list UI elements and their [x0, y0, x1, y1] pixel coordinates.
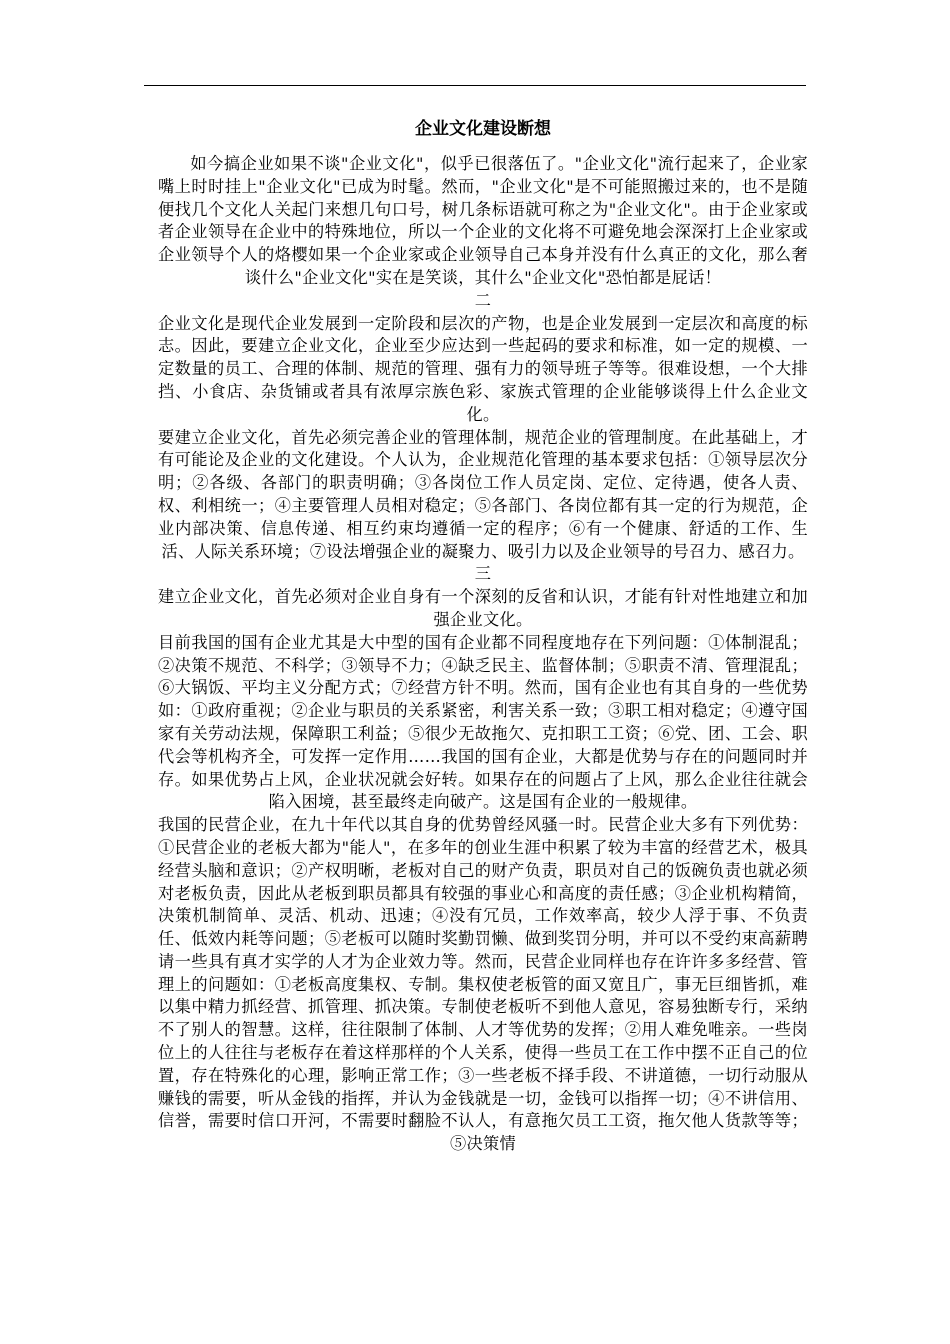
paragraph-6: 我国的民营企业，在九十年代以其自身的优势曾经风骚一时。民营企业大多有下列优势：①民营企业的老板大都为"能人"，在多年的创业生涯中积累了较为丰富的经营艺术，极具经营头脑和意识；②产权明晰，老板对自己的财产负责，职员对自己的饭碗负责也就必须对老板负责，因此从老板到职员都具有较强的事业心和高度的责任感；③企业机构精简，决策机制简单、灵活、机动、迅速；④没有冗员，工作效率高，较少人浮于事、不负责任、低效内耗等问题；⑤老板可以随时奖勤罚懒、做到奖罚分明，并可以不受约束高薪聘请一些具有真才实学的人才为企业效力等。然而，民营企业同样也存在许许多多经营、管理上的问题如：①老板高度集权、专制。集权使老板管的面又宽且广，事无巨细皆抓，难以集中精力抓经营、抓管理、抓决策。专制使老板听不到他人意见，容易独断专行，采纳不了别人的智慧。这样，往往限制了体制、人才等优势的发挥；②用人难免唯亲。一些岗位上的人往往与老板存在着这样那样的个人关系，使得一些员工在工作中摆不正自己的位置，存在特殊化的心理，影响正常工作；③一些老板不择手段、不讲道德，一切行动服从赚钱的需要，听从金钱的指挥，并认为金钱就是一切，金钱可以指挥一切；④不讲信用、信誉，需要时信口开河，不需要时翻脸不认人，有意拖欠员工工资，拖欠他人货款等等；⑤决策情 — [158, 815, 808, 1154]
document-page — [158, 0, 808, 1344]
section-marker-2: 二 — [474, 290, 492, 310]
paragraph-2: 企业文化是现代企业发展到一定阶段和层次的产物，也是企业发展到一定层次和高度的标志。因此，要建立企业文化，企业至少应达到一些起码的要求和标准，如一定的规模、一定数量的员工、合理的体制、规范的管理、强有力的领导班子等等。很难设想，一个大排挡、小食店、杂货铺或者具有浓厚宗族色彩、家族式管理的企业能够谈得上什么企业文化。 — [158, 313, 808, 424]
paragraph-3: 要建立企业文化，首先必须完善企业的管理体制，规范企业的管理制度。在此基础上，才有可能论及企业的文化建设。个人认为，企业规范化管理的基本要求包括：①领导层次分明；②各级、各部门的职责明确；③各岗位工作人员定岗、定位、定待遇，使各人责、权、利相统一；④主要管理人员相对稳定；⑤各部门、各岗位都有其一定的行为规范，企业内部决策、信息传递、相互约束均遵循一定的程序；⑥有一个健康、舒适的工作、生活、人际关系环境；⑦设法增强企业的凝聚力、吸引力以及企业领导的号召力、感召力。 — [158, 427, 808, 561]
document-body — [158, 153, 808, 1156]
paragraph-5: 目前我国的国有企业尤其是大中型的国有企业都不同程度地存在下列问题：①体制混乱；②决策不规范、不科学；③领导不力；④缺乏民主、监督体制；⑤职责不清、管理混乱；⑥大锅饭、平均主义分配方式；⑦经营方针不明。然而，国有企业也有其自身的一些优势如：①政府重视；②企业与职员的关系紧密，利害关系一致；③职工相对稳定；④遵守国家有关劳动法规，保障职工利益；⑤很少无故拖欠、克扣职工工资；⑥党、团、工会、职代会等机构齐全，可发挥一定作用……我国的国有企业，大都是优势与存在的问题同时并存。如果优势占上风，企业状况就会好转。如果存在的问题占了上风，那么企业往往就会陷入困境，甚至最终走向破产。这是国有企业的一般规律。 — [158, 632, 808, 812]
paragraph-1: 如今搞企业如果不谈"企业文化"，似乎已很落伍了。"企业文化"流行起来了，企业家嘴上时时挂上"企业文化"已成为时髦。然而，"企业文化"是不可能照搬过来的，也不是随便找几个文化人关起门来想几句口号，树几条标语就可称之为"企业文化"。由于企业家或者企业领导在企业中的特殊地位，所以一个企业的文化将不可避免地会深深打上企业家或企业领导个人的烙樱如果一个企业家或企业领导自己本身并没有什么真正的文化，那么奢谈什么"企业文化"实在是笑谈，其什么"企业文化"恐怕都是屁话！ — [158, 154, 808, 287]
paragraph-4: 建立企业文化，首先必须对企业自身有一个深刻的反省和认识，才能有针对性地建立和加强企业文化。 — [158, 587, 808, 629]
section-marker-3: 三 — [474, 564, 492, 584]
document-title: 企业文化建设断想 — [415, 119, 551, 139]
